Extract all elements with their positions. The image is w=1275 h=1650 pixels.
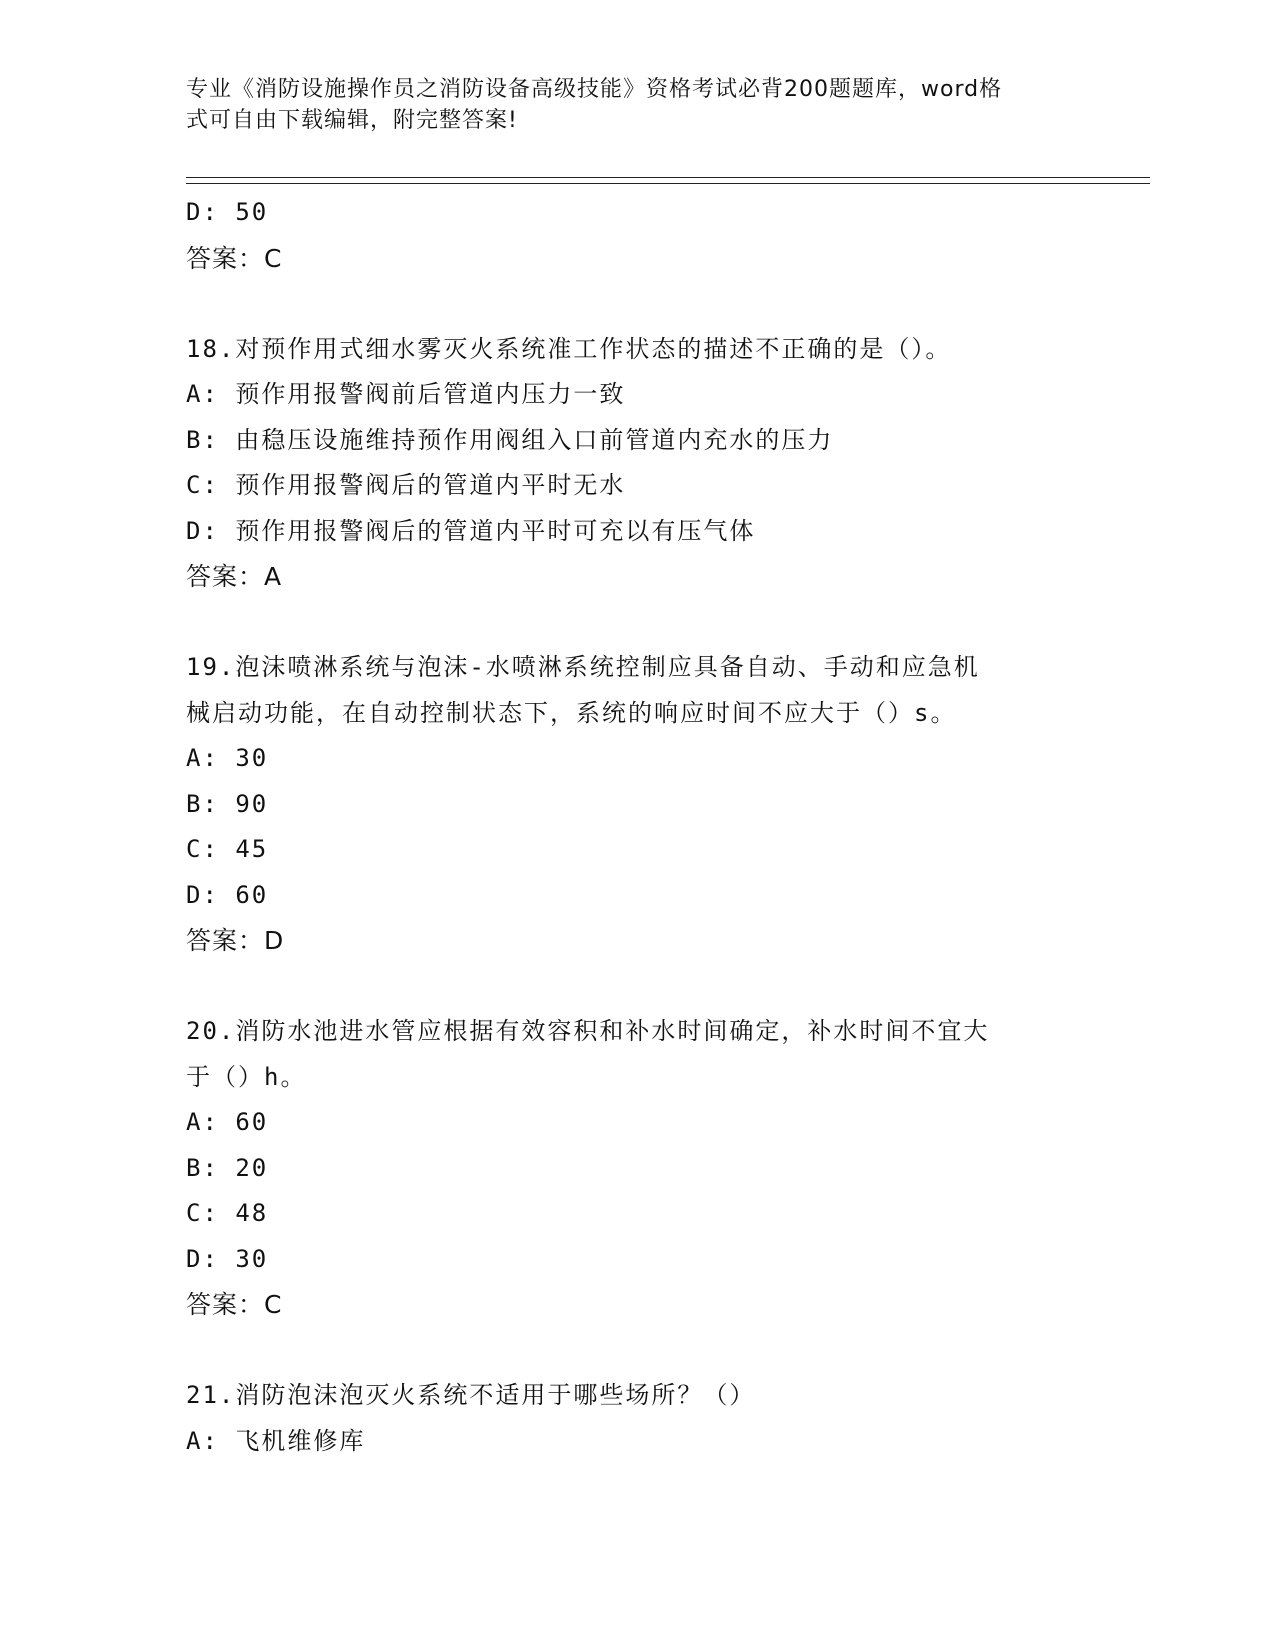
spacer bbox=[186, 281, 1086, 327]
question-block bbox=[186, 1373, 1086, 1464]
question-stem: 19.泡沫喷淋系统与泡沫-水喷淋系统控制应具备自动、手动和应急机 bbox=[186, 653, 980, 681]
option-b: B: 由稳压设施维持预作用阀组入口前管道内充水的压力 bbox=[186, 425, 834, 454]
header-line-2: 式可自由下载编辑，附完整答案! bbox=[186, 108, 518, 133]
option-d: D: 预作用报警阀后的管道内平时可充以有压气体 bbox=[186, 516, 756, 545]
option-d: D: 60 bbox=[186, 880, 269, 909]
question-stem: 18.对预作用式细水雾灭火系统准工作状态的描述不正确的是（）。 bbox=[186, 334, 952, 363]
spacer bbox=[186, 1328, 1086, 1374]
prev-option-d: D: 50 bbox=[186, 198, 269, 226]
question-block bbox=[186, 327, 1086, 600]
header-divider-bottom bbox=[186, 183, 1150, 184]
option-c: C: 48 bbox=[186, 1199, 269, 1227]
header-divider-top bbox=[186, 177, 1150, 178]
answer: 答案：C bbox=[186, 1290, 283, 1319]
answer: 答案：A bbox=[186, 562, 283, 591]
prev-answer: 答案：C bbox=[186, 243, 283, 273]
question-block bbox=[186, 645, 1086, 964]
question-stem: 20.消防水池进水管应根据有效容积和补水时间确定，补水时间不宜大 bbox=[186, 1017, 990, 1045]
question-stem: 21.消防泡沫泡灭火系统不适用于哪些场所？（） bbox=[186, 1381, 756, 1409]
question-stem-cont: 械启动功能，在自动控制状态下，系统的响应时间不应大于（）s。 bbox=[186, 698, 957, 727]
document-header bbox=[186, 74, 1086, 136]
option-a: A: 30 bbox=[186, 744, 269, 772]
question-block bbox=[186, 1009, 1086, 1328]
header-line-1: 专业《消防设施操作员之消防设备高级技能》资格考试必背200题题库，word格 bbox=[186, 77, 1003, 102]
option-a: A: 60 bbox=[186, 1108, 269, 1136]
option-c: C: 45 bbox=[186, 835, 269, 863]
option-c: C: 预作用报警阀后的管道内平时无水 bbox=[186, 471, 626, 499]
question-content bbox=[186, 190, 1086, 1464]
question-stem-cont: 于（）h。 bbox=[186, 1062, 307, 1091]
answer: 答案：D bbox=[186, 926, 285, 955]
option-b: B: 90 bbox=[186, 789, 269, 818]
option-d: D: 30 bbox=[186, 1244, 269, 1273]
option-b: B: 20 bbox=[186, 1153, 269, 1182]
spacer bbox=[186, 964, 1086, 1010]
option-a: A: 预作用报警阀前后管道内压力一致 bbox=[186, 380, 626, 408]
spacer bbox=[186, 600, 1086, 646]
option-a: A: 飞机维修库 bbox=[186, 1426, 366, 1455]
